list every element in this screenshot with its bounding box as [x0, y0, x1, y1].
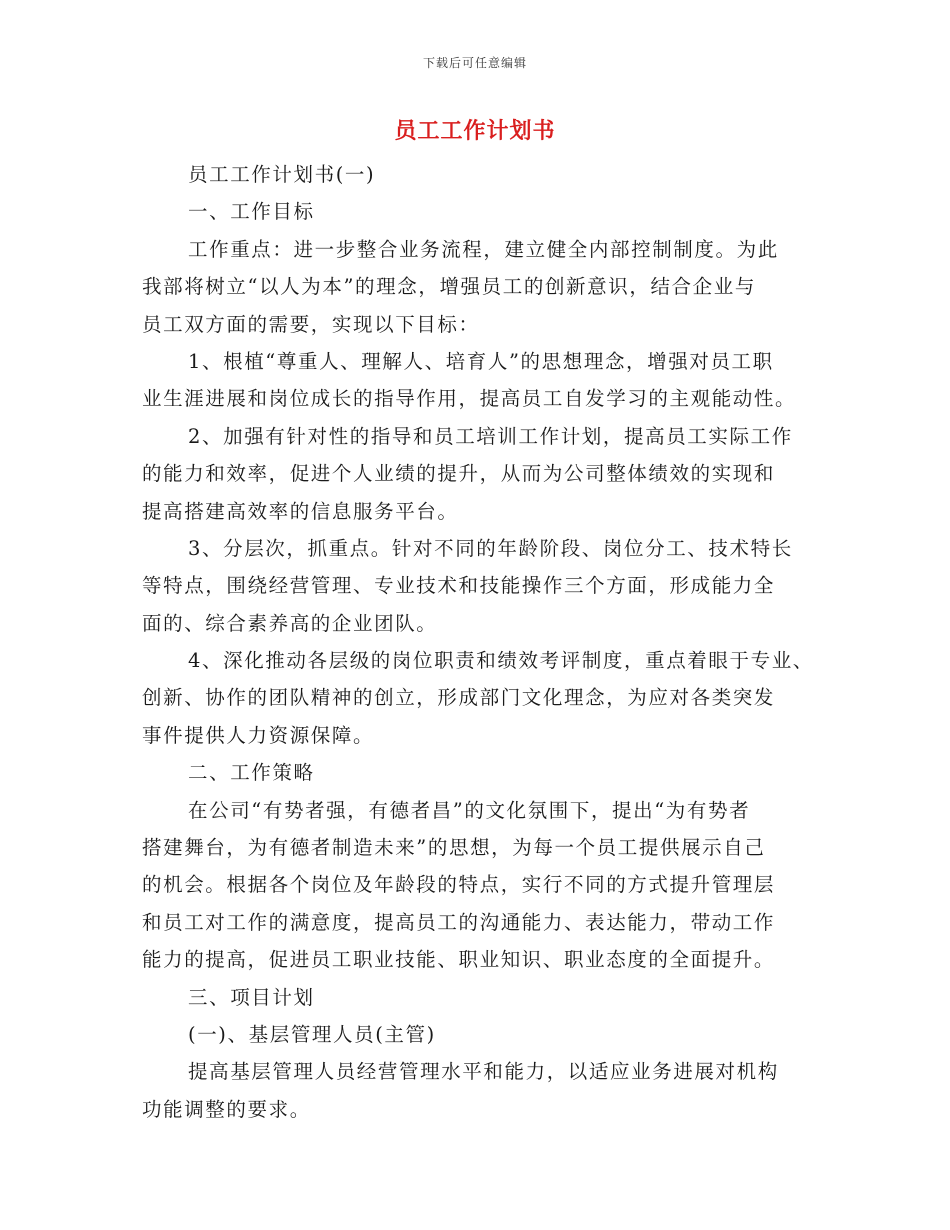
document-title: 员工工作计划书: [394, 118, 556, 144]
body-line: 员工工作计划书(一): [188, 163, 376, 186]
body-line: 工作重点：进一步整合业务流程，建立健全内部控制制度。为此: [188, 237, 779, 261]
body-line: (一)、基层管理人员(主管): [188, 1022, 436, 1046]
body-line: 和员工对工作的满意度，提高员工的沟通能力、表达能力，带动工作: [142, 910, 776, 934]
body-line: 3、分层次，抓重点。针对不同的年龄阶段、岗位分工、技术特长: [188, 536, 793, 560]
body-line: 4、深化推动各层级的岗位职责和绩效考评制度，重点着眼于专业、: [188, 649, 814, 673]
body-line: 提高基层管理人员经营管理水平和能力，以适应业务进展对机构: [188, 1060, 779, 1084]
body-line: 等特点，围绕经营管理、专业技术和技能操作三个方面，形成能力全: [142, 574, 776, 598]
body-line: 面的、综合素养高的企业团队。: [142, 611, 438, 635]
body-line: 提高搭建高效率的信息服务平台。: [142, 499, 459, 523]
body-line: 员工双方面的需要，实现以下目标：: [142, 312, 480, 336]
body-line: 在公司“有势者强，有德者昌”的文化氛围下，提出“为有势者: [188, 798, 751, 822]
body-line: 搭建舞台，为有德者制造未来”的思想，为每一个员工提供展示自己: [142, 836, 766, 860]
body-line: 一、工作目标: [188, 200, 315, 224]
body-line: 的机会。根据各个岗位及年龄段的特点，实行不同的方式提升管理层: [142, 873, 776, 897]
header-note: 下载后可任意编辑: [422, 56, 527, 70]
body-line: 功能调整的要求。: [142, 1097, 311, 1121]
body-line: 我部将树立“以人为本”的理念，增强员工的创新意识，结合企业与: [142, 275, 756, 299]
body-line: 三、项目计划: [188, 985, 315, 1009]
body-line: 创新、协作的团队精神的创立，形成部门文化理念，为应对各类突发: [142, 686, 776, 710]
document-body: [142, 156, 822, 1128]
body-line: 1、根植“尊重人、理解人、培育人”的思想理念，增强对员工职: [188, 349, 774, 373]
body-line: 2、加强有针对性的指导和员工培训工作计划，提高员工实际工作: [188, 424, 793, 448]
body-line: 业生涯进展和岗位成长的指导作用，提高员工自发学习的主观能动性。: [142, 387, 797, 411]
body-line: 事件提供人力资源保障。: [142, 723, 375, 747]
body-line: 的能力和效率，促进个人业绩的提升，从而为公司整体绩效的实现和: [142, 462, 776, 486]
body-line: 二、工作策略: [188, 761, 315, 785]
body-line: 能力的提高，促进员工职业技能、职业知识、职业态度的全面提升。: [142, 948, 776, 972]
